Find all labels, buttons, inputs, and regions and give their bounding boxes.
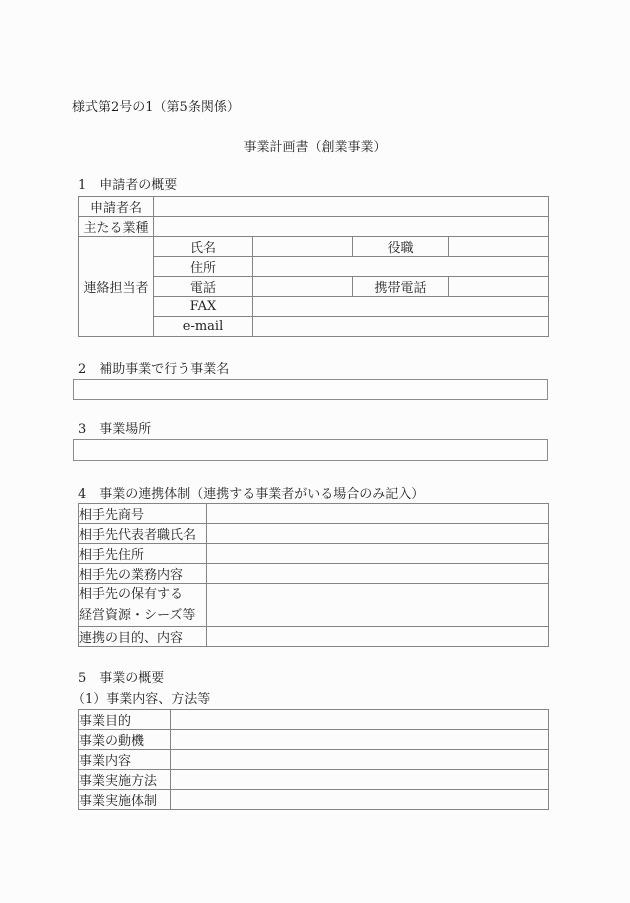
business-content-field[interactable] (171, 750, 549, 770)
partner-resources-field[interactable] (207, 584, 549, 627)
partner-representative-label: 相手先代表者職氏名 (79, 524, 207, 544)
position-field[interactable] (449, 237, 549, 257)
partner-trade-name-label: 相手先商号 (79, 504, 207, 524)
phone-field[interactable] (253, 277, 353, 297)
implementation-method-label: 事業実施方法 (79, 770, 171, 790)
partner-business-field[interactable] (207, 564, 549, 584)
partner-resources-label-line1: 相手先の保有する (79, 587, 184, 602)
partnership-purpose-field[interactable] (207, 627, 549, 647)
partner-business-label: 相手先の業務内容 (79, 564, 207, 584)
contact-name-field[interactable] (253, 237, 353, 257)
implementation-structure-field[interactable] (171, 790, 549, 810)
business-overview-table (78, 709, 549, 810)
business-motive-label: 事業の動機 (79, 730, 171, 750)
partner-address-field[interactable] (207, 544, 549, 564)
form-number: 様式第2号の1（第5条関係） (72, 100, 240, 115)
applicant-name-label: 申請者名 (79, 197, 154, 217)
section5-heading: 5 事業の概要 (78, 671, 165, 686)
phone-label: 電話 (154, 277, 253, 297)
section1-heading: 1 申請者の概要 (78, 178, 178, 193)
business-content-label: 事業内容 (79, 750, 171, 770)
partner-representative-field[interactable] (207, 524, 549, 544)
mobile-phone-field[interactable] (449, 277, 549, 297)
address-field[interactable] (253, 257, 549, 277)
section2-heading: 2 補助事業で行う事業名 (78, 362, 230, 377)
industry-label: 主たる業種 (79, 217, 154, 237)
partnership-purpose-label: 連携の目的、内容 (79, 627, 207, 647)
partner-resources-label (79, 584, 207, 627)
implementation-method-field[interactable] (171, 770, 549, 790)
partner-trade-name-field[interactable] (207, 504, 549, 524)
implementation-structure-label: 事業実施体制 (79, 790, 171, 810)
fax-label: FAX (154, 297, 253, 317)
industry-field[interactable] (154, 217, 549, 237)
business-motive-field[interactable] (171, 730, 549, 750)
business-purpose-field[interactable] (171, 710, 549, 730)
applicant-name-field[interactable] (154, 197, 549, 217)
email-field[interactable] (253, 317, 549, 337)
partner-address-label: 相手先住所 (79, 544, 207, 564)
mobile-phone-label: 携帯電話 (353, 277, 449, 297)
partnership-table (78, 503, 549, 647)
section3-heading: 3 事業場所 (78, 422, 152, 437)
partner-resources-label-line2: 経営資源・シーズ等 (79, 608, 196, 623)
contact-name-label: 氏名 (154, 237, 253, 257)
business-location-field[interactable] (73, 439, 548, 461)
applicant-table (78, 196, 549, 337)
business-name-field[interactable] (73, 379, 548, 400)
email-label: e-mail (154, 317, 253, 337)
page-title: 事業計画書（創業事業） (243, 140, 387, 155)
section5-subheading: （1）事業内容、方法等 (72, 692, 211, 707)
address-label: 住所 (154, 257, 253, 277)
fax-field[interactable] (253, 297, 549, 317)
contact-person-label: 連絡担当者 (79, 237, 154, 337)
position-label: 役職 (353, 237, 449, 257)
business-purpose-label: 事業目的 (79, 710, 171, 730)
section4-heading: 4 事業の連携体制（連携する事業者がいる場合のみ記入） (78, 487, 425, 502)
